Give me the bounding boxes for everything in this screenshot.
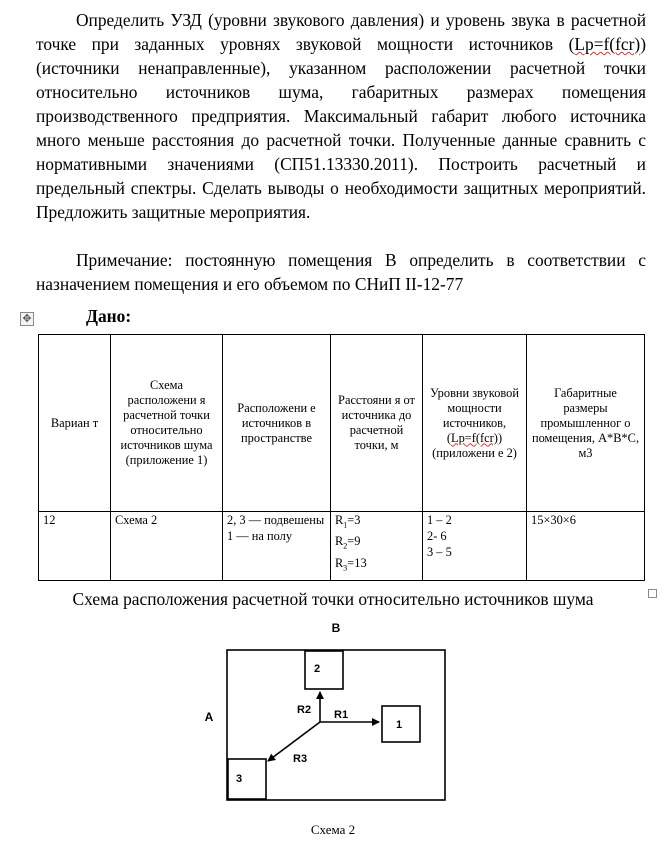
- distance-line: $R_3=13$: [335, 555, 367, 573]
- note-paragraph: Примечание: постоянную помещения B определить в соответствии с назначением помещения и его объемом по СНиП II-12-77: [36, 250, 646, 294]
- move-cross-icon[interactable]: ✥: [20, 312, 34, 326]
- header-dimensions: Габаритные размеры промышленног о помещения, А*В*С, м3: [527, 335, 645, 512]
- wall-label-b: B: [331, 621, 341, 635]
- header-scheme: Схема расположени я расчетной точки относительно источников шума (приложение 1): [111, 335, 223, 512]
- header-levels-formula: Lp=f(fcr): [451, 430, 498, 445]
- table-header-row: [39, 335, 645, 512]
- distance-line: $R_1=3$: [335, 513, 361, 530]
- data-table: [38, 334, 645, 581]
- distance-label-r1: R1: [334, 709, 349, 721]
- cell-scheme: Схема 2: [111, 512, 223, 581]
- source-2-label: 2: [314, 663, 321, 675]
- cell-placement: [223, 512, 331, 581]
- figure-title: Схема расположения расчетной точки относительно источников шума: [72, 589, 594, 609]
- placement-line: 1 — на полу: [227, 529, 293, 543]
- level-line: 2- 6: [427, 529, 447, 543]
- task-formula: Lp=f(fcr): [574, 34, 641, 54]
- header-levels-text: Уровни звуковой мощности источников,: [430, 385, 519, 430]
- task-text-start: Определить УЗД (уровни звукового давления) и уровень звука в расчетной точке при заданных уровнях звуковой мощности источников (: [36, 10, 646, 54]
- task-paragraph: [36, 8, 646, 224]
- wall-label-a: A: [204, 710, 214, 724]
- distance-label-r2: R2: [297, 704, 312, 716]
- source-3-box: [228, 759, 266, 799]
- level-line: 3 – 5: [427, 545, 452, 559]
- cell-variant: 12: [39, 512, 111, 581]
- source-3-label: 3: [236, 773, 243, 785]
- distance-line: $R_2=9$: [335, 534, 361, 551]
- cell-dimensions: 15×30×6: [527, 512, 645, 581]
- cell-levels: [423, 512, 527, 581]
- header-levels: Уровни звуковой мощности источников, (Lp=f(fcr)) (приложени е 2): [423, 335, 527, 512]
- header-levels-tail: (приложени е 2): [432, 445, 517, 460]
- given-label: Дано:: [86, 306, 132, 326]
- table-row: [39, 512, 645, 581]
- header-variant: Вариан т: [39, 335, 111, 512]
- source-1-label: 1: [396, 719, 403, 731]
- placement-line: 2, 3 — подвешены: [227, 513, 325, 527]
- scheme-diagram: [0, 610, 666, 822]
- distance-label-r3: R3: [293, 753, 308, 765]
- cell-distances: [331, 512, 423, 581]
- header-distances: Расстояни я от источника до расчетной точки, м: [331, 335, 423, 512]
- header-placement: Расположени е источников в пространстве: [223, 335, 331, 512]
- task-text-end: ) (источники ненаправленные), указанном расположении расчетной точки относительно источников шума, габаритных размерах помещения производственного предприятия. Максимальный габарит любого источника много меньше расстояния до расчетной точки. Полученные данные сравнить с нормативными значениями (СП51.13330.2011). Построить расчетный и предельный спектры. Сделать выводы о необходимости защитных мероприятий. Предложить защитные мероприятия.: [36, 34, 646, 222]
- level-line: 1 – 2: [427, 513, 452, 527]
- source-2-box: [305, 651, 343, 689]
- figure-caption: Схема 2: [310, 822, 356, 837]
